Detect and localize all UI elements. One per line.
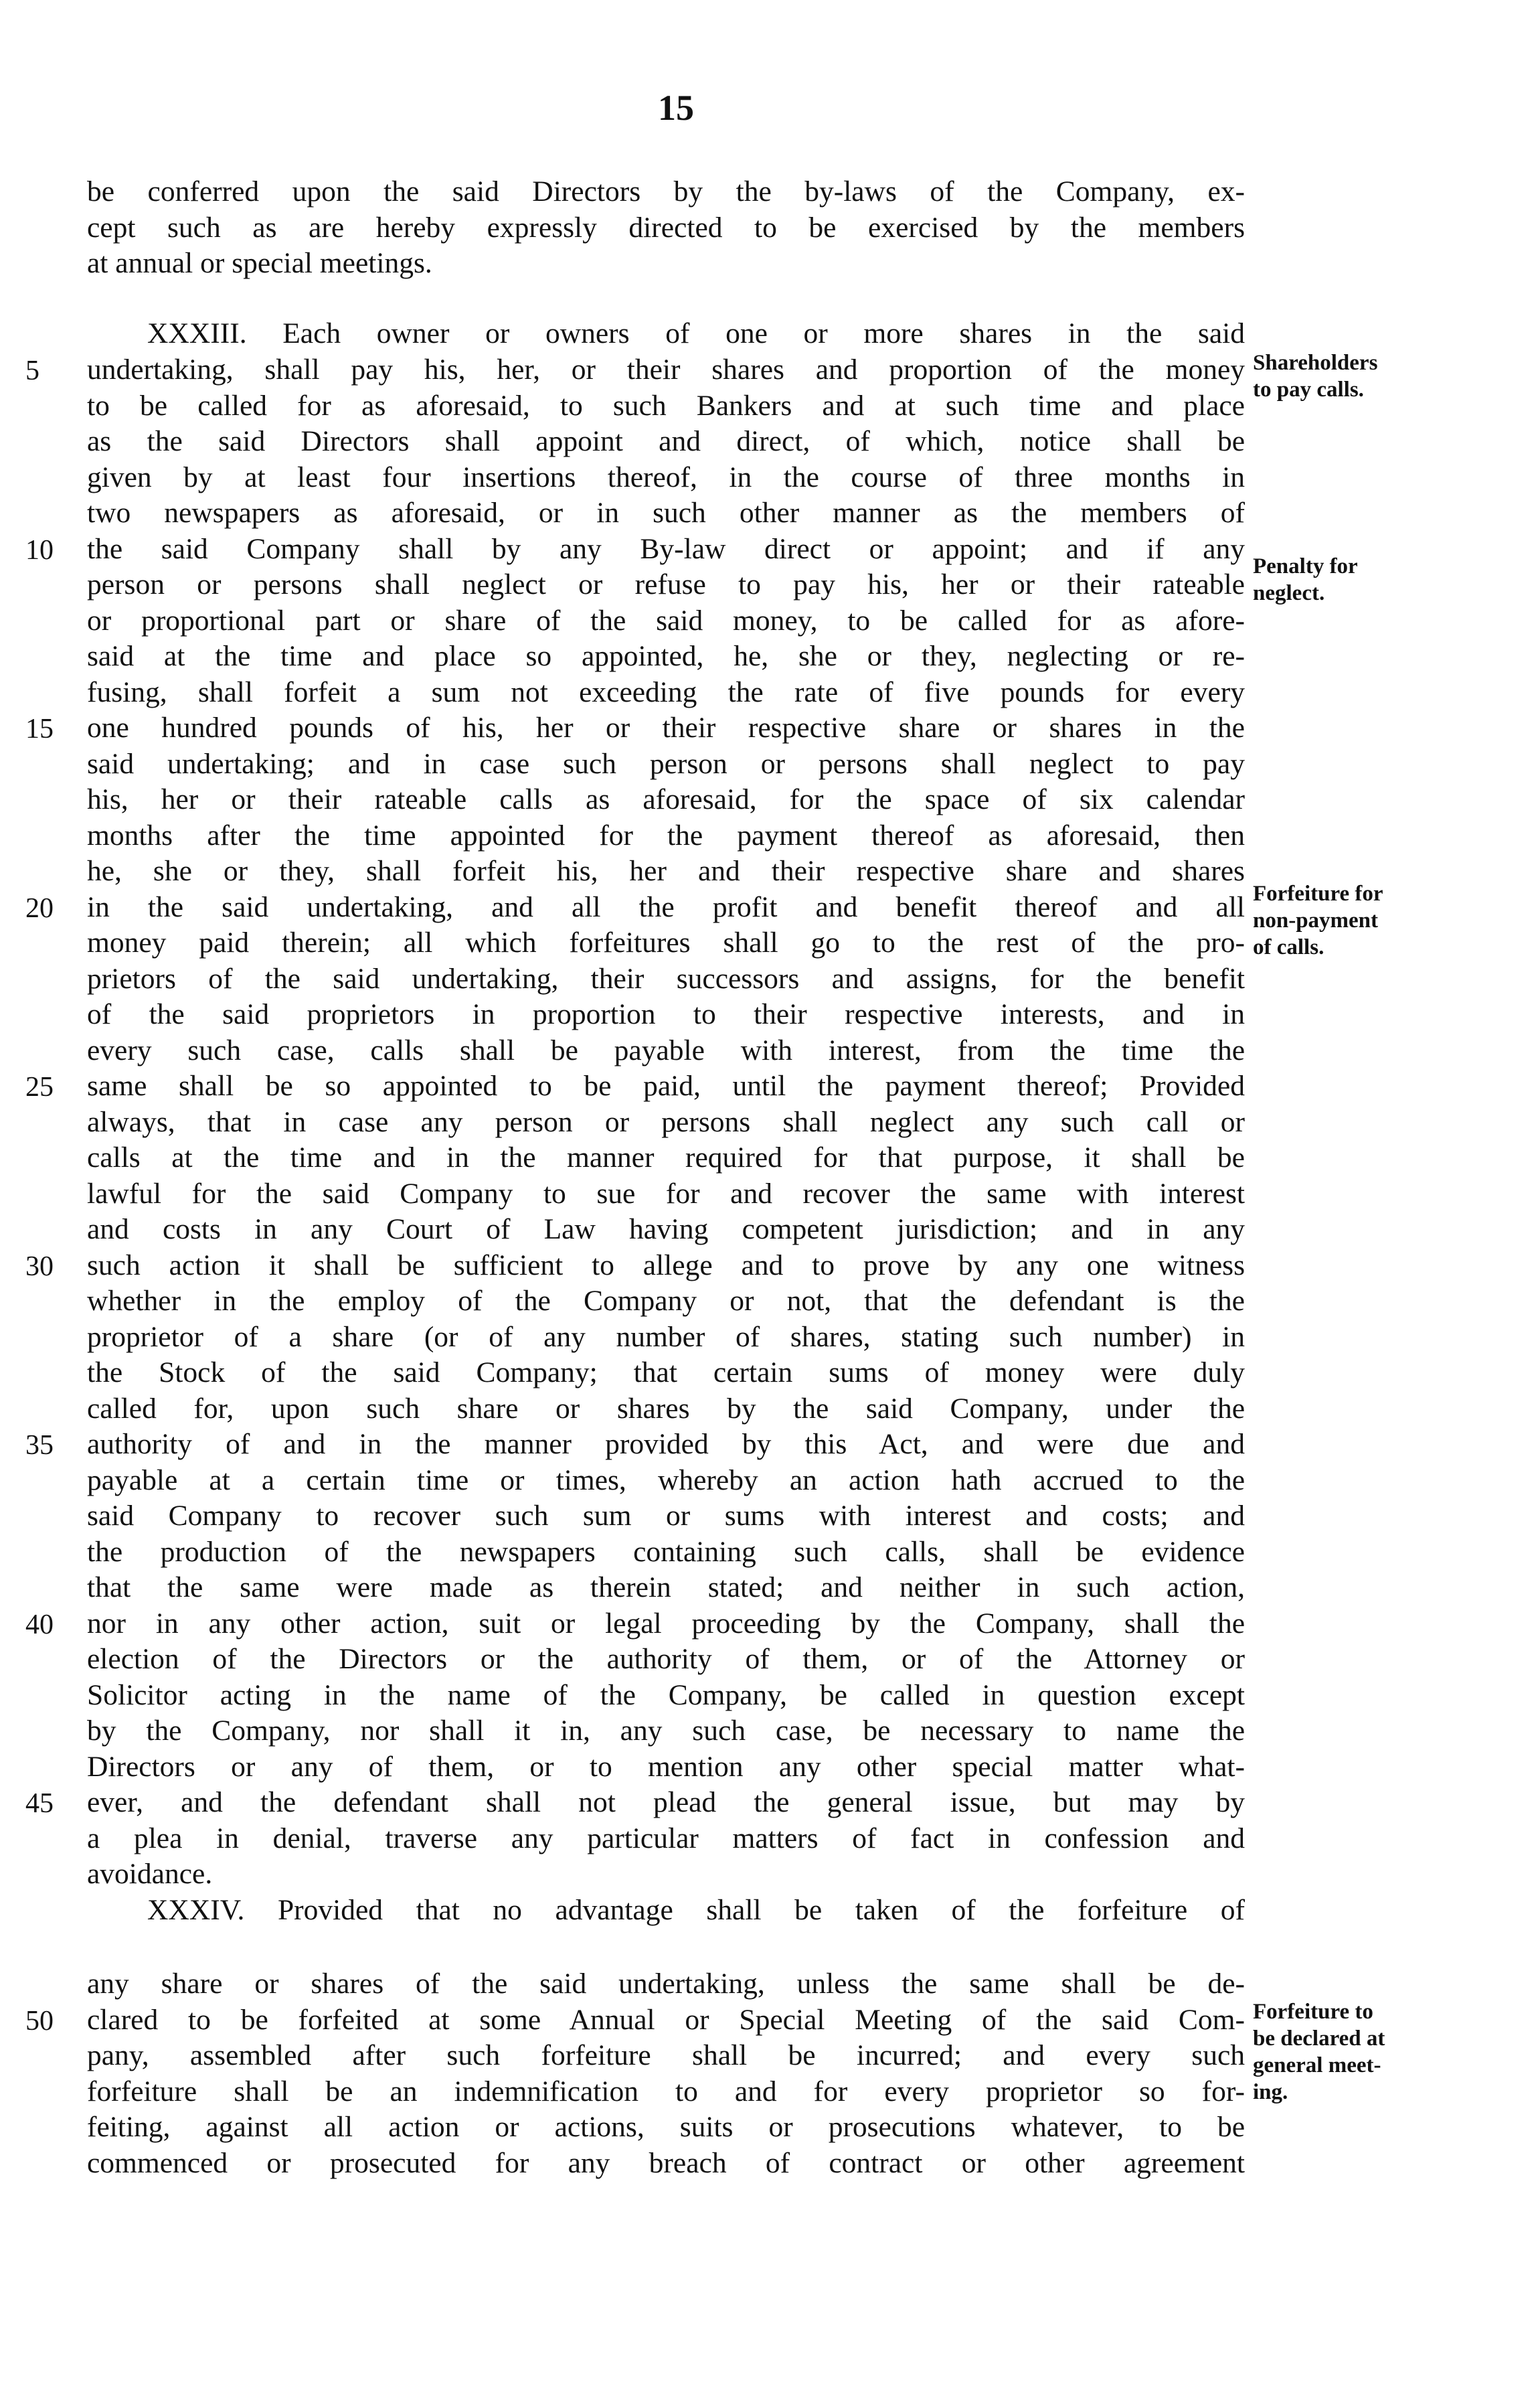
line-number: 45 — [25, 1788, 54, 1819]
marginal-note-line: Shareholders — [1253, 351, 1378, 375]
text-line: Solicitor acting in the name of the Company, be called in question except — [87, 1679, 1245, 1711]
marginal-note-line: non-payment — [1253, 908, 1379, 933]
marginal-note-line: Forfeiture to — [1253, 2000, 1373, 2024]
text-line: avoidance. — [87, 1858, 213, 1890]
text-line: he, she or they, shall forfeit his, her and their respective share and shares — [87, 855, 1245, 887]
marginal-note-line: general meet- — [1253, 2053, 1381, 2077]
text-line: undertaking, shall pay his, her, or their shares and proportion of the money — [87, 353, 1245, 386]
text-line: as the said Directors shall appoint and direct, of which, notice shall be — [87, 425, 1245, 457]
text-line: in the said undertaking, and all the profit and benefit thereof and all — [87, 891, 1245, 923]
text-line: said Company to recover such sum or sums with interest and costs; and — [87, 1500, 1245, 1532]
text-line: election of the Directors or the authority of them, or of the Attorney or — [87, 1643, 1245, 1675]
text-line: lawful for the said Company to sue for and recover the same with interest — [87, 1178, 1245, 1210]
marginal-note-line: of calls. — [1253, 935, 1324, 959]
text-line: said at the time and place so appointed, he, she or they, neglecting or re- — [87, 640, 1245, 672]
text-line: two newspapers as aforesaid, or in such other manner as the members of — [87, 497, 1245, 529]
text-line — [87, 2180, 1245, 2217]
text-line: always, that in case any person or persons shall neglect any such call or — [87, 1106, 1245, 1138]
marginal-note-forfeiture-calls — [1253, 880, 1447, 961]
text-line: authority of and in the manner provided by this Act, and were due and — [87, 1428, 1245, 1460]
line-number: 20 — [25, 893, 54, 924]
text-line: months after the time appointed for the payment thereof as aforesaid, then — [87, 819, 1245, 852]
text-line: person or persons shall neglect or refuse to pay his, her or their rateable — [87, 568, 1245, 601]
text-line: that the same were made as therein stated; and neither in such action, — [87, 1571, 1245, 1603]
text-line: the Stock of the said Company; that certain sums of money were duly — [87, 1356, 1245, 1388]
line-number: 35 — [25, 1430, 54, 1461]
line-number: 50 — [25, 2006, 54, 2037]
marginal-note-line: to pay calls. — [1253, 378, 1364, 402]
text-line: same shall be so appointed to be paid, until the payment thereof; Provided — [87, 1070, 1245, 1102]
text-line: proprietor of a share (or of any number of shares, stating such number) in — [87, 1321, 1245, 1353]
marginal-note-line: neglect. — [1253, 581, 1325, 605]
text-line: nor in any other action, suit or legal proceeding by the Company, shall the — [87, 1607, 1245, 1640]
text-line: be conferred upon the said Directors by the by-laws of the Company, ex- — [87, 175, 1245, 208]
text-line: pany, assembled after such forfeiture shall be incurred; and every such — [87, 2039, 1245, 2071]
text-line: calls at the time and in the manner required for that purpose, it shall be — [87, 1141, 1245, 1174]
marginal-note-forfeiture-meeting — [1253, 1998, 1447, 2106]
text-line: forfeiture shall be an indemnification to and for every proprietor so for- — [87, 2075, 1245, 2108]
text-line: such action it shall be sufficient to allege and to prove by any one witness — [87, 1249, 1245, 1281]
text-line: called for, upon such share or shares by the said Company, under the — [87, 1393, 1245, 1425]
text-line: said undertaking; and in case such person or persons shall neglect to pay — [87, 748, 1245, 780]
text-line: of the said proprietors in proportion to their respective interests, and in — [87, 998, 1245, 1030]
text-line: by the Company, nor shall it in, any such case, be necessary to name the — [87, 1715, 1245, 1747]
marginal-note-line: Penalty for — [1253, 554, 1358, 578]
text-line: prietors of the said undertaking, their successors and assigns, for the benefit — [87, 963, 1245, 995]
marginal-note-line: be declared at — [1253, 2027, 1385, 2051]
text-line: to be called for as aforesaid, to such Bankers and at such time and place — [87, 390, 1245, 422]
text-line: fusing, shall forfeit a sum not exceeding the rate of five pounds for every — [87, 676, 1245, 708]
text-line: cept such as are hereby expressly directed to be exercised by the members — [87, 212, 1245, 244]
text-line: the said Company shall by any By-law direct or appoint; and if any — [87, 533, 1245, 565]
text-line: ever, and the defendant shall not plead the general issue, but may by — [87, 1786, 1245, 1818]
text-line: his, her or their rateable calls as aforesaid, for the space of six calendar — [87, 783, 1245, 815]
text-line: a plea in denial, traverse any particular matters of fact in confession and — [87, 1822, 1245, 1854]
line-number: 10 — [25, 535, 54, 566]
text-line: XXXIII. Each owner or owners of one or more shares in the said — [147, 317, 1245, 349]
text-line — [87, 2216, 1245, 2253]
text-line: one hundred pounds of his, her or their respective share or shares in the — [87, 712, 1245, 744]
text-line: commenced or prosecuted for any breach of contract or other agreement — [87, 2147, 1245, 2179]
text-line: payable at a certain time or times, whereby an action hath accrued to the — [87, 1464, 1245, 1496]
line-number: 40 — [25, 1609, 54, 1640]
text-line: or proportional part or share of the said money, to be called for as afore- — [87, 605, 1245, 637]
marginal-note-line: Forfeiture for — [1253, 882, 1383, 906]
text-line: any share or shares of the said undertaking, unless the same shall be de- — [87, 1968, 1245, 2000]
line-number: 15 — [25, 714, 54, 744]
text-line: given by at least four insertions thereof, in the course of three months in — [87, 461, 1245, 493]
text-line: every such case, calls shall be payable with interest, from the time the — [87, 1034, 1245, 1066]
text-line: and costs in any Court of Law having competent jurisdiction; and in any — [87, 1213, 1245, 1245]
line-number: 30 — [25, 1251, 54, 1282]
text-line: XXXIV. Provided that no advantage shall be taken of the forfeiture of — [147, 1894, 1245, 1926]
text-line: the production of the newspapers containing such calls, shall be evidence — [87, 1536, 1245, 1568]
text-line: money paid therein; all which forfeitures shall go to the rest of the pro- — [87, 927, 1245, 959]
text-line: feiting, against all action or actions, suits or prosecutions whatever, to be — [87, 2111, 1245, 2143]
marginal-note-penalty — [1253, 553, 1447, 607]
text-line: clared to be forfeited at some Annual or Special Meeting of the said Com- — [87, 2004, 1245, 2036]
text-line: whether in the employ of the Company or not, that the defendant is the — [87, 1285, 1245, 1317]
line-number: 25 — [25, 1072, 54, 1103]
text-line: Directors or any of them, or to mention any other special matter what- — [87, 1751, 1245, 1783]
marginal-note-shareholders — [1253, 349, 1447, 403]
text-line: at annual or special meetings. — [87, 247, 432, 279]
page-number: 15 — [658, 88, 694, 128]
marginal-note-line: ing. — [1253, 2080, 1288, 2104]
line-number: 5 — [25, 355, 39, 386]
